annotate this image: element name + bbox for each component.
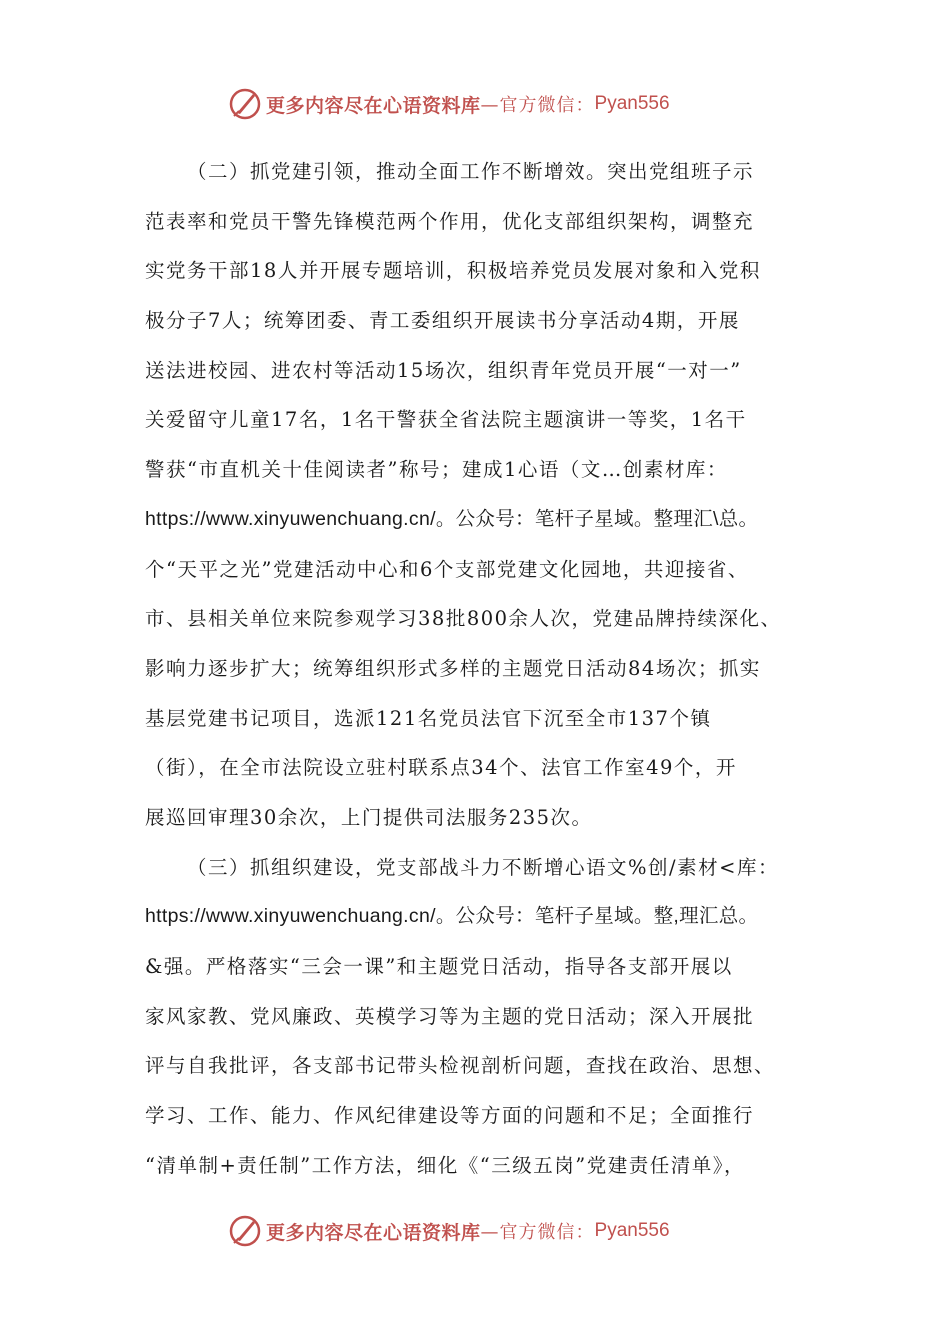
text-line: 送法进校园、进农村等活动15场次，组织青年党员开展“一对一”	[145, 358, 742, 382]
paragraph-3	[145, 843, 815, 1191]
text-line: 基层党建书记项目，选派121名党员法官下沉至全市137个镇	[145, 706, 712, 730]
text-line: 市、县相关单位来院参观学习38批800余人次，党建品牌持续深化、	[145, 607, 782, 631]
text-line: （三）抓组织建设，党支部战斗力不断增心语文%创/素材<库：	[187, 855, 779, 879]
text-line: 极分子7人；统筹团委、青工委组织开展读书分享活动4期，开展	[145, 309, 740, 333]
text-line: 个“天平之光”党建活动中心和6个支部党建文化园地，共迎接省、	[145, 557, 749, 581]
paragraph-2	[145, 147, 815, 843]
watermark-label: —官方微信：	[480, 95, 595, 116]
quill-logo-icon	[228, 1214, 262, 1248]
watermark-label: —官方微信：	[480, 1222, 595, 1243]
text-line: &强。严格落实“三会一课”和主题党日活动，指导各支部开展以	[145, 955, 733, 978]
text-line-url: https://www.xinyuwenchuang.cn/。公众号：笔杆子星域。整理汇\总。	[145, 507, 759, 530]
text-line: 学习、工作、能力、作风纪律建设等方面的问题和不足；全面推行	[145, 1104, 755, 1128]
watermark-wechat-id: Pyan556	[594, 93, 670, 114]
text-line-url: https://www.xinyuwenchuang.cn/。公众号：笔杆子星域。整,理汇总。	[145, 905, 759, 928]
quill-logo-icon	[228, 87, 262, 121]
text-line: （街），在全市法院设立驻村联系点34个、法官工作室49个，开	[145, 756, 737, 780]
text-line: 影响力逐步扩大；统筹组织形式多样的主题党日活动84场次；抓实	[145, 656, 761, 680]
text-line: 实党务干部18人并开展专题培训，积极培养党员发展对象和入党积	[145, 259, 761, 283]
text-line: 范表率和党员干警先锋模范两个作用，优化支部组织架构，调整充	[145, 209, 755, 233]
watermark-text: 更多内容尽在心语资料库	[266, 94, 481, 117]
footer-watermark	[228, 1211, 670, 1251]
text-line: 评与自我批评，各支部书记带头检视剖析问题，查找在政治、思想、	[145, 1054, 776, 1078]
text-line: 展巡回审理30余次，上门提供司法服务235次。	[145, 805, 593, 829]
text-line: “清单制+责任制”工作方法，细化《“三级五岗”党建责任清单》，	[145, 1153, 745, 1177]
document-body	[145, 147, 815, 1190]
watermark-wechat-id: Pyan556	[594, 1220, 670, 1241]
text-line: 关爱留守儿童17名，1名干警获全省法院主题演讲一等奖，1名干	[145, 408, 747, 432]
text-line: 警获“市直机关十佳阅读者”称号；建成1心语（文…创素材库：	[145, 458, 728, 482]
text-line: （二）抓党建引领，推动全面工作不断增效。突出党组班子示	[187, 160, 755, 183]
header-watermark	[228, 84, 670, 124]
text-line: 家风家教、党风廉政、英模学习等为主题的党日活动；深入开展批	[145, 1004, 755, 1028]
watermark-text: 更多内容尽在心语资料库	[266, 1221, 481, 1244]
